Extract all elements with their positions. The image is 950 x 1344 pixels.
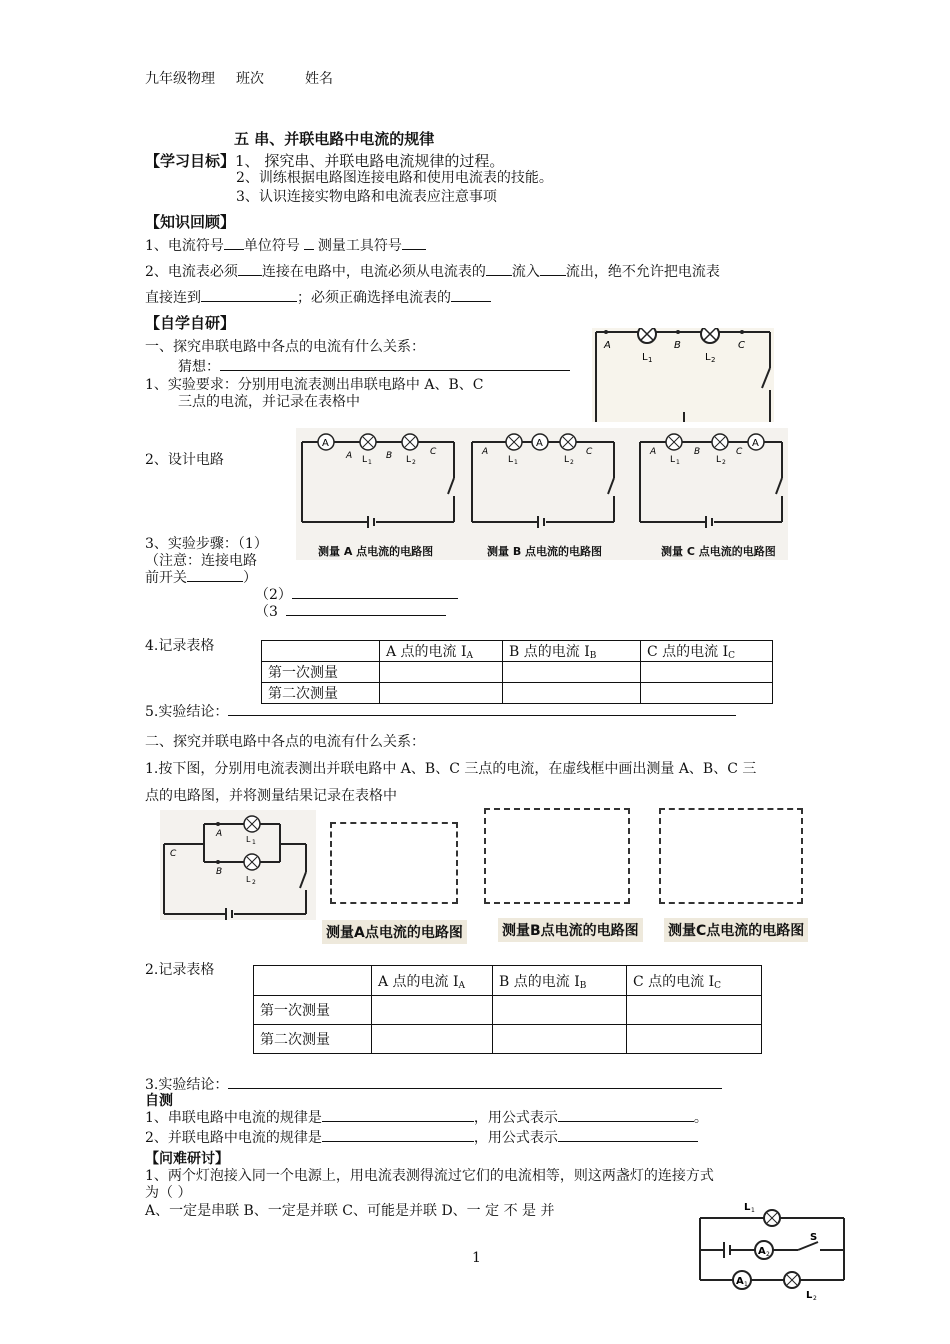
goals-line-3: 3、认识连接实物电路和电流表应注意事项 (236, 189, 497, 205)
review-q3: 直接连到 ；必须正确选择电流表的 (145, 287, 491, 307)
svg-text:L: L (744, 1202, 751, 1213)
series-conclusion: 5.实验结论： (145, 701, 736, 721)
svg-text:B: B (216, 867, 223, 877)
problem-circuit (694, 1198, 852, 1302)
review-q1: 1、电流符号 单位符号 测量工具符号 (145, 235, 426, 255)
steps-5: （3 (255, 601, 446, 621)
guess-line: 猜想： (178, 356, 570, 376)
svg-text:2: 2 (766, 1251, 770, 1258)
series-circuits (296, 428, 788, 560)
drawing-box-a[interactable] (330, 822, 458, 904)
parallel-p1: 1.按下图，分别用电流表测出并联电路中 A、B、C 三点的电流，在虚线框中画出测量 A、B、C 三 (145, 761, 757, 777)
label-c: C (738, 340, 745, 351)
selfstudy-label: 【自学自研】 (145, 314, 236, 332)
parallel-record-table (253, 965, 762, 1054)
svg-text:2: 2 (813, 1295, 817, 1302)
svg-text:L: L (246, 835, 251, 844)
series-caption-a: 测量 A 点电流的电路图 (318, 545, 434, 558)
svg-text:L: L (362, 455, 368, 465)
ammeter-label: A (322, 438, 329, 449)
svg-text:L: L (508, 455, 514, 465)
svg-text:2: 2 (412, 459, 416, 466)
svg-text:2: 2 (711, 356, 716, 364)
review-q2: 2、电流表必须 连接在电路中，电流必须从电流表的 流入 流出，绝不允许把电流表 (145, 261, 720, 281)
table-header: A 点的电流 $I_A$ (372, 966, 493, 996)
svg-text:L: L (806, 1290, 813, 1301)
table-row: 第二次测量 (254, 1025, 762, 1054)
parallel-record-label: 2.记录表格 (145, 962, 215, 978)
svg-text:2: 2 (722, 459, 726, 466)
svg-text:1: 1 (514, 459, 518, 466)
page-title: 五 串、并联电路中电流的规律 (234, 130, 435, 148)
svg-text:A: A (482, 447, 489, 457)
svg-text:L: L (246, 875, 251, 884)
svg-text:1: 1 (751, 1207, 755, 1214)
page-number: 1 (472, 1250, 481, 1266)
svg-text:A: A (758, 1246, 766, 1257)
header-class-label: 班次 (236, 71, 264, 87)
svg-text:A: A (650, 447, 657, 457)
record-label: 4.记录表格 (145, 638, 215, 654)
review-label: 【知识回顾】 (145, 213, 236, 231)
problem-label: 【问难研讨】 (145, 1151, 229, 1167)
svg-text:A: A (752, 438, 759, 449)
svg-text:L: L (670, 455, 676, 465)
svg-text:C: C (736, 447, 743, 457)
drawing-box-b[interactable] (484, 808, 630, 904)
table-header (254, 966, 372, 996)
table-header: B 点的电流 $I_B$ (503, 641, 641, 662)
svg-text:A: A (736, 1276, 744, 1287)
header-name-label: 姓名 (305, 71, 333, 87)
svg-text:1: 1 (744, 1281, 748, 1288)
problem-q1: 1、两个灯泡接入同一个电源上，用电流表测得流过它们的电流相等，则这两盏灯的连接方式 (145, 1168, 714, 1184)
series-record-table (261, 640, 773, 704)
table-header: C 点的电流 $I_C$ (627, 966, 762, 996)
selfstudy-s1: 一、探究串联电路中各点的电流有什么关系： (145, 339, 425, 355)
problem-q2: 为（ ） (145, 1185, 192, 1201)
switch-label: S (810, 1232, 818, 1243)
label-l2: L (705, 352, 711, 363)
drawing-box-c[interactable] (659, 808, 803, 904)
svg-text:L: L (406, 455, 412, 465)
svg-text:2: 2 (252, 879, 256, 886)
svg-text:B: B (386, 451, 393, 461)
goals-line-1: 【学习目标】1、 探究串、并联电路电流规律的过程。 (145, 152, 505, 170)
series-caption-c: 测量 C 点电流的电路图 (661, 545, 776, 558)
steps-4: （2） (255, 584, 458, 604)
table-header: A 点的电流 $I_A$ (380, 641, 503, 662)
selftest-q1: 1、串联电路中电流的规律是 ，用公式表示 。 (145, 1107, 708, 1127)
selftest-label: 自测 (145, 1093, 173, 1109)
svg-text:1: 1 (252, 839, 256, 846)
svg-text:C: C (586, 447, 593, 457)
table-row: 第一次测量 (254, 996, 762, 1025)
parallel-p2: 点的电路图，并将测量结果记录在表格中 (145, 788, 397, 804)
requirement-2: 三点的电流，并记录在表格中 (178, 394, 360, 410)
svg-text:A: A (536, 438, 543, 449)
parallel-caption-b: 测量B点电流的电路图 (498, 918, 643, 942)
selftest-q2: 2、并联电路中电流的规律是 ，用公式表示 (145, 1127, 698, 1147)
parallel-circuit-reference (160, 810, 316, 920)
table-row: 第一次测量 (262, 662, 773, 683)
svg-text:1: 1 (648, 356, 653, 364)
svg-text:B: B (694, 447, 701, 457)
table-header: C 点的电流 $I_C$ (641, 641, 773, 662)
svg-text:1: 1 (676, 459, 680, 466)
steps-1: 3、实验步骤：（1） (145, 536, 268, 552)
svg-text:A: A (216, 829, 223, 839)
series-circuit-reference (592, 328, 774, 422)
svg-text:2: 2 (570, 459, 574, 466)
problem-options: A、一定是串联 B、一定是并联 C、可能是并联 D、一 定 不 是 并 (145, 1203, 555, 1219)
header-subject: 九年级物理 (145, 71, 215, 87)
svg-text:C: C (170, 849, 177, 859)
table-header: B 点的电流 $I_B$ (493, 966, 627, 996)
parallel-heading: 二、探究并联电路中各点的电流有什么关系： (145, 734, 425, 750)
svg-text:C: C (430, 447, 437, 457)
goals-line-2: 2、训练根据电路图连接电路和使用电流表的技能。 (236, 170, 553, 186)
label-b: B (674, 340, 681, 351)
svg-text:L: L (564, 455, 570, 465)
table-header (262, 641, 380, 662)
parallel-caption-a: 测量A点电流的电路图 (322, 920, 467, 944)
label-a: A (604, 340, 611, 351)
svg-text:L: L (716, 455, 722, 465)
steps-2: （注意：连接电路 (145, 553, 257, 569)
parallel-caption-c: 测量C点电流的电路图 (664, 918, 808, 942)
label-l1: L (642, 352, 648, 363)
requirement-1: 1、实验要求：分别用电流表测出串联电路中 A、B、C (145, 377, 484, 393)
parallel-conclusion: 3.实验结论： (145, 1074, 722, 1094)
steps-3: 前开关 ） (145, 567, 257, 587)
table-row: 第二次测量 (262, 683, 773, 704)
svg-text:1: 1 (368, 459, 372, 466)
design-label: 2、设计电路 (145, 452, 224, 468)
svg-text:A: A (346, 451, 353, 461)
series-caption-b: 测量 B 点电流的电路图 (487, 545, 603, 558)
